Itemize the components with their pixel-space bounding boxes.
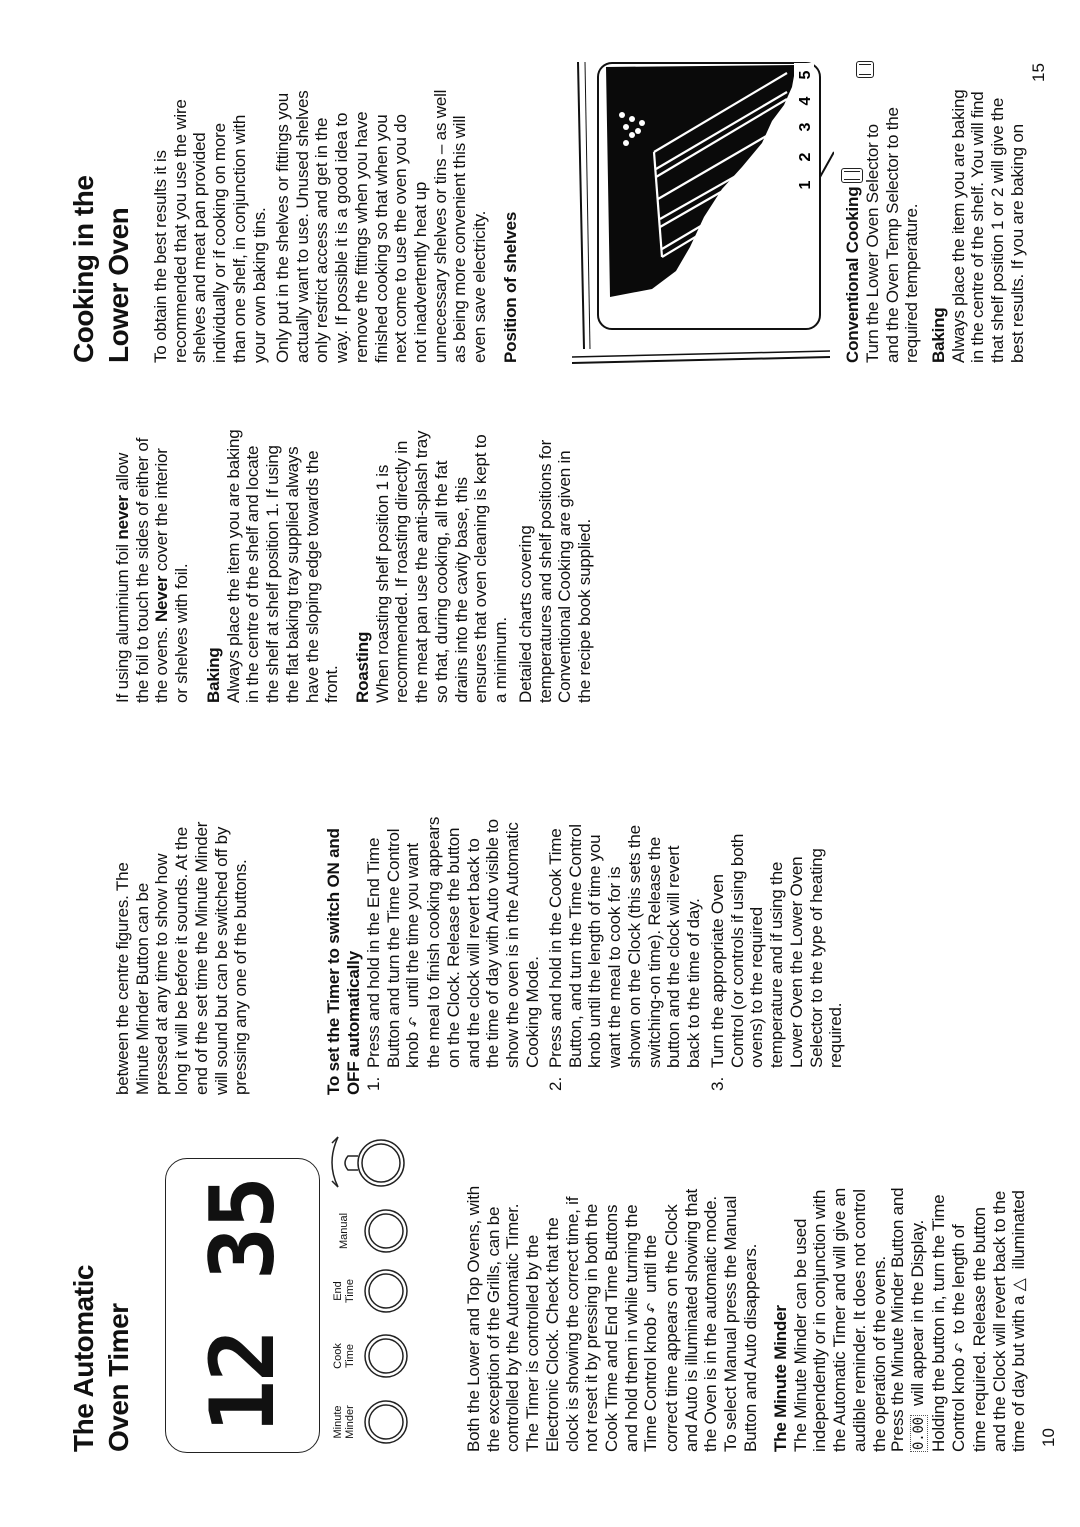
baking-heading: Baking [929, 307, 948, 363]
shelf-number: 3 [797, 122, 814, 132]
page-title-automatic-oven-timer: The Automatic Oven Timer [68, 1265, 134, 1452]
conventional-cooking-heading: Conventional Cooking [843, 186, 862, 363]
end-time-button[interactable] [365, 1270, 407, 1312]
shelf-number: 5 [797, 70, 814, 80]
instruction-text: will appear in the Display. Holding the button in, turn the Time Control knob [907, 1194, 969, 1452]
shelf-number: 2 [797, 152, 814, 162]
step-text: until the time you want the meal to finish cooking appears on the Clock. Release the button and the clock will revert back to the time of day with Auto visible to show the oven is in the Automatic Cooking Mode. [403, 816, 542, 1068]
auto-timer-heading: To set the Timer to switch ON and OFF automatically [324, 828, 363, 1095]
roasting-section [353, 431, 511, 703]
cook-time-button[interactable] [365, 1335, 407, 1377]
page-number-right: 15 [1029, 63, 1048, 82]
manual-button[interactable] [365, 1210, 407, 1252]
step-number: 1. [364, 1076, 383, 1091]
bell-icon: △ [1009, 1278, 1029, 1292]
oven-cavity [606, 65, 796, 297]
oven-shelf-positions-illustration [572, 47, 834, 367]
step-1-text [364, 817, 542, 1068]
shelf-number: 4 [797, 96, 814, 106]
minute-minder-instructions [888, 1188, 1029, 1452]
time-control-knob-icon: ↶ [950, 1340, 969, 1356]
emphasis-never: never [113, 495, 132, 540]
roasting-body: When roasting shelf position 1 is recommended. If roasting directly in the meat pan use the anti-splash tray so that, during cooking, all the fat drains into the cavity base, this ensures that oven cleaning is kept to a minimum. [372, 430, 510, 703]
display-readout-icon: 0.00 [910, 1417, 927, 1450]
minute-minder-section [771, 1188, 889, 1452]
timer-intro-paragraph [464, 1186, 761, 1452]
page-title-lower-oven: Cooking in the Lower Oven [68, 175, 134, 363]
step-text: Press and hold in the End Time Button and turn the Time Control knob [364, 828, 423, 1068]
step-number: 3. [708, 1076, 727, 1091]
conventional-cooking-section [841, 168, 863, 363]
time-control-knob-icon: ↶ [405, 1014, 423, 1030]
time-control-knob-icon[interactable] [332, 1137, 404, 1187]
baking-body: Always place the item you are baking in the centre of the shelf. You will find that shelf position 1 or 2 will give the best results. If you are baking on [948, 89, 1027, 363]
baking-body: Always place the item you are baking in the centre of the shelf and locate the shelf at shelf position 1. If using the flat baking tray supplied always have the sloping edge towards the front. [223, 429, 342, 703]
roasting-heading: Roasting [353, 631, 372, 703]
baking-section [204, 430, 342, 703]
instruction-text: Press the Minute Minder Button and [888, 1187, 907, 1452]
minute-minder-label: Minute Minder [332, 1405, 356, 1439]
instruction-text: illuminated [1009, 1190, 1029, 1279]
time-control-knob-icon: ↶ [642, 1299, 661, 1315]
step-3-text: Turn the appropriate Oven Control (or controls if using both ovens) to the required temperature and if using the Lower Oven the Lower Oven Selector to the type of heating required. [708, 833, 846, 1068]
foil-text: If using aluminium foil [113, 539, 132, 703]
manual-label: Manual [338, 1212, 350, 1250]
foil-text: cover the interior or shelves with foil. [152, 448, 192, 703]
position-of-shelves-heading: Position of shelves [501, 211, 520, 363]
charts-note: Detailed charts covering temperatures and shelf positions for Conventional Cooking are given in the recipe book supplied. [516, 439, 595, 703]
minute-minder-continued: between the centre figures. The Minute Minder Button can be pressed at any time to show how long it will be before it sounds. At the end of the set time the Minute Minder will sound but can be switched off by pressing any one of the buttons. [113, 821, 251, 1095]
timer-buttons [320, 1107, 420, 1527]
foil-note [113, 438, 192, 703]
timer-digits: 12 35 [190, 1178, 294, 1433]
baking-section-lower-oven [929, 90, 1028, 363]
step-number: 2. [546, 1076, 565, 1091]
end-time-label: End Time [332, 1278, 356, 1304]
minute-minder-button[interactable] [365, 1401, 407, 1443]
instruction-text: to the length of time required. Release the button and the Clock will revert back to the time of day but with a [949, 1191, 1029, 1452]
step-2-text: Press and hold in the Cook Time Button, and turn the Time Control knob until the length of time you want the meal to cook for is shown on the Clock (this sets the switching-on time). Release the button and the clock will revert back to the time of day. [546, 824, 703, 1068]
conventional-selector-icon [841, 168, 863, 183]
minute-minder-body: The Minute Minder can be used independently or in conjunction with the Automatic Timer and will give an audible reminder. It does not control the operation of the ovens. [790, 1188, 889, 1452]
cook-time-label: Cook Time [332, 1343, 356, 1369]
shelf-number: 1 [797, 180, 814, 190]
page-number-left: 10 [1039, 1428, 1058, 1447]
minute-minder-heading: The Minute Minder [771, 1305, 790, 1452]
emphasis-never: Never [152, 575, 172, 623]
foil-text: allow the foil to touch the sides of either of the ovens. [113, 437, 172, 703]
conventional-cooking-body: Turn the Lower Oven Selector to and the Oven Temp Selector to the required temperature. [863, 107, 922, 363]
fittings-paragraph: Only put in the shelves or fittings you actually want to use. Unused shelves only restrict access and get in the way. If possible it is a good idea to remove the fittings when you have finished cooking so that when you next come to use the oven you do not inadvertently heat up unnecessary shelves or tins – as well as being more convenient this will even save electricity. [273, 89, 490, 363]
baking-heading: Baking [204, 647, 223, 703]
intro-text: until the correct time appears on the Clock and Auto is illuminated showing that the Oven is in the automatic mode. To select Manual press the Manual Button and Auto disappears. [641, 1188, 760, 1452]
intro-text: Both the Lower and Top Ovens, with the exception of the Grills, can be controlled by the Automatic Timer. The Timer is controlled by the Electronic Clock. Check that the clock is showing the correct time, if not reset it by pressing in both the Cook Time and End Time Buttons and hold them in while turning the Time Control knob [464, 1186, 661, 1452]
conventional-selector-icon [856, 61, 874, 78]
lower-oven-intro: To obtain the best results it is recommended that you use the wire shelves and meat pan provided individually or if cooking on more than one shelf, in conjunction with your own baking tins. [151, 99, 269, 363]
